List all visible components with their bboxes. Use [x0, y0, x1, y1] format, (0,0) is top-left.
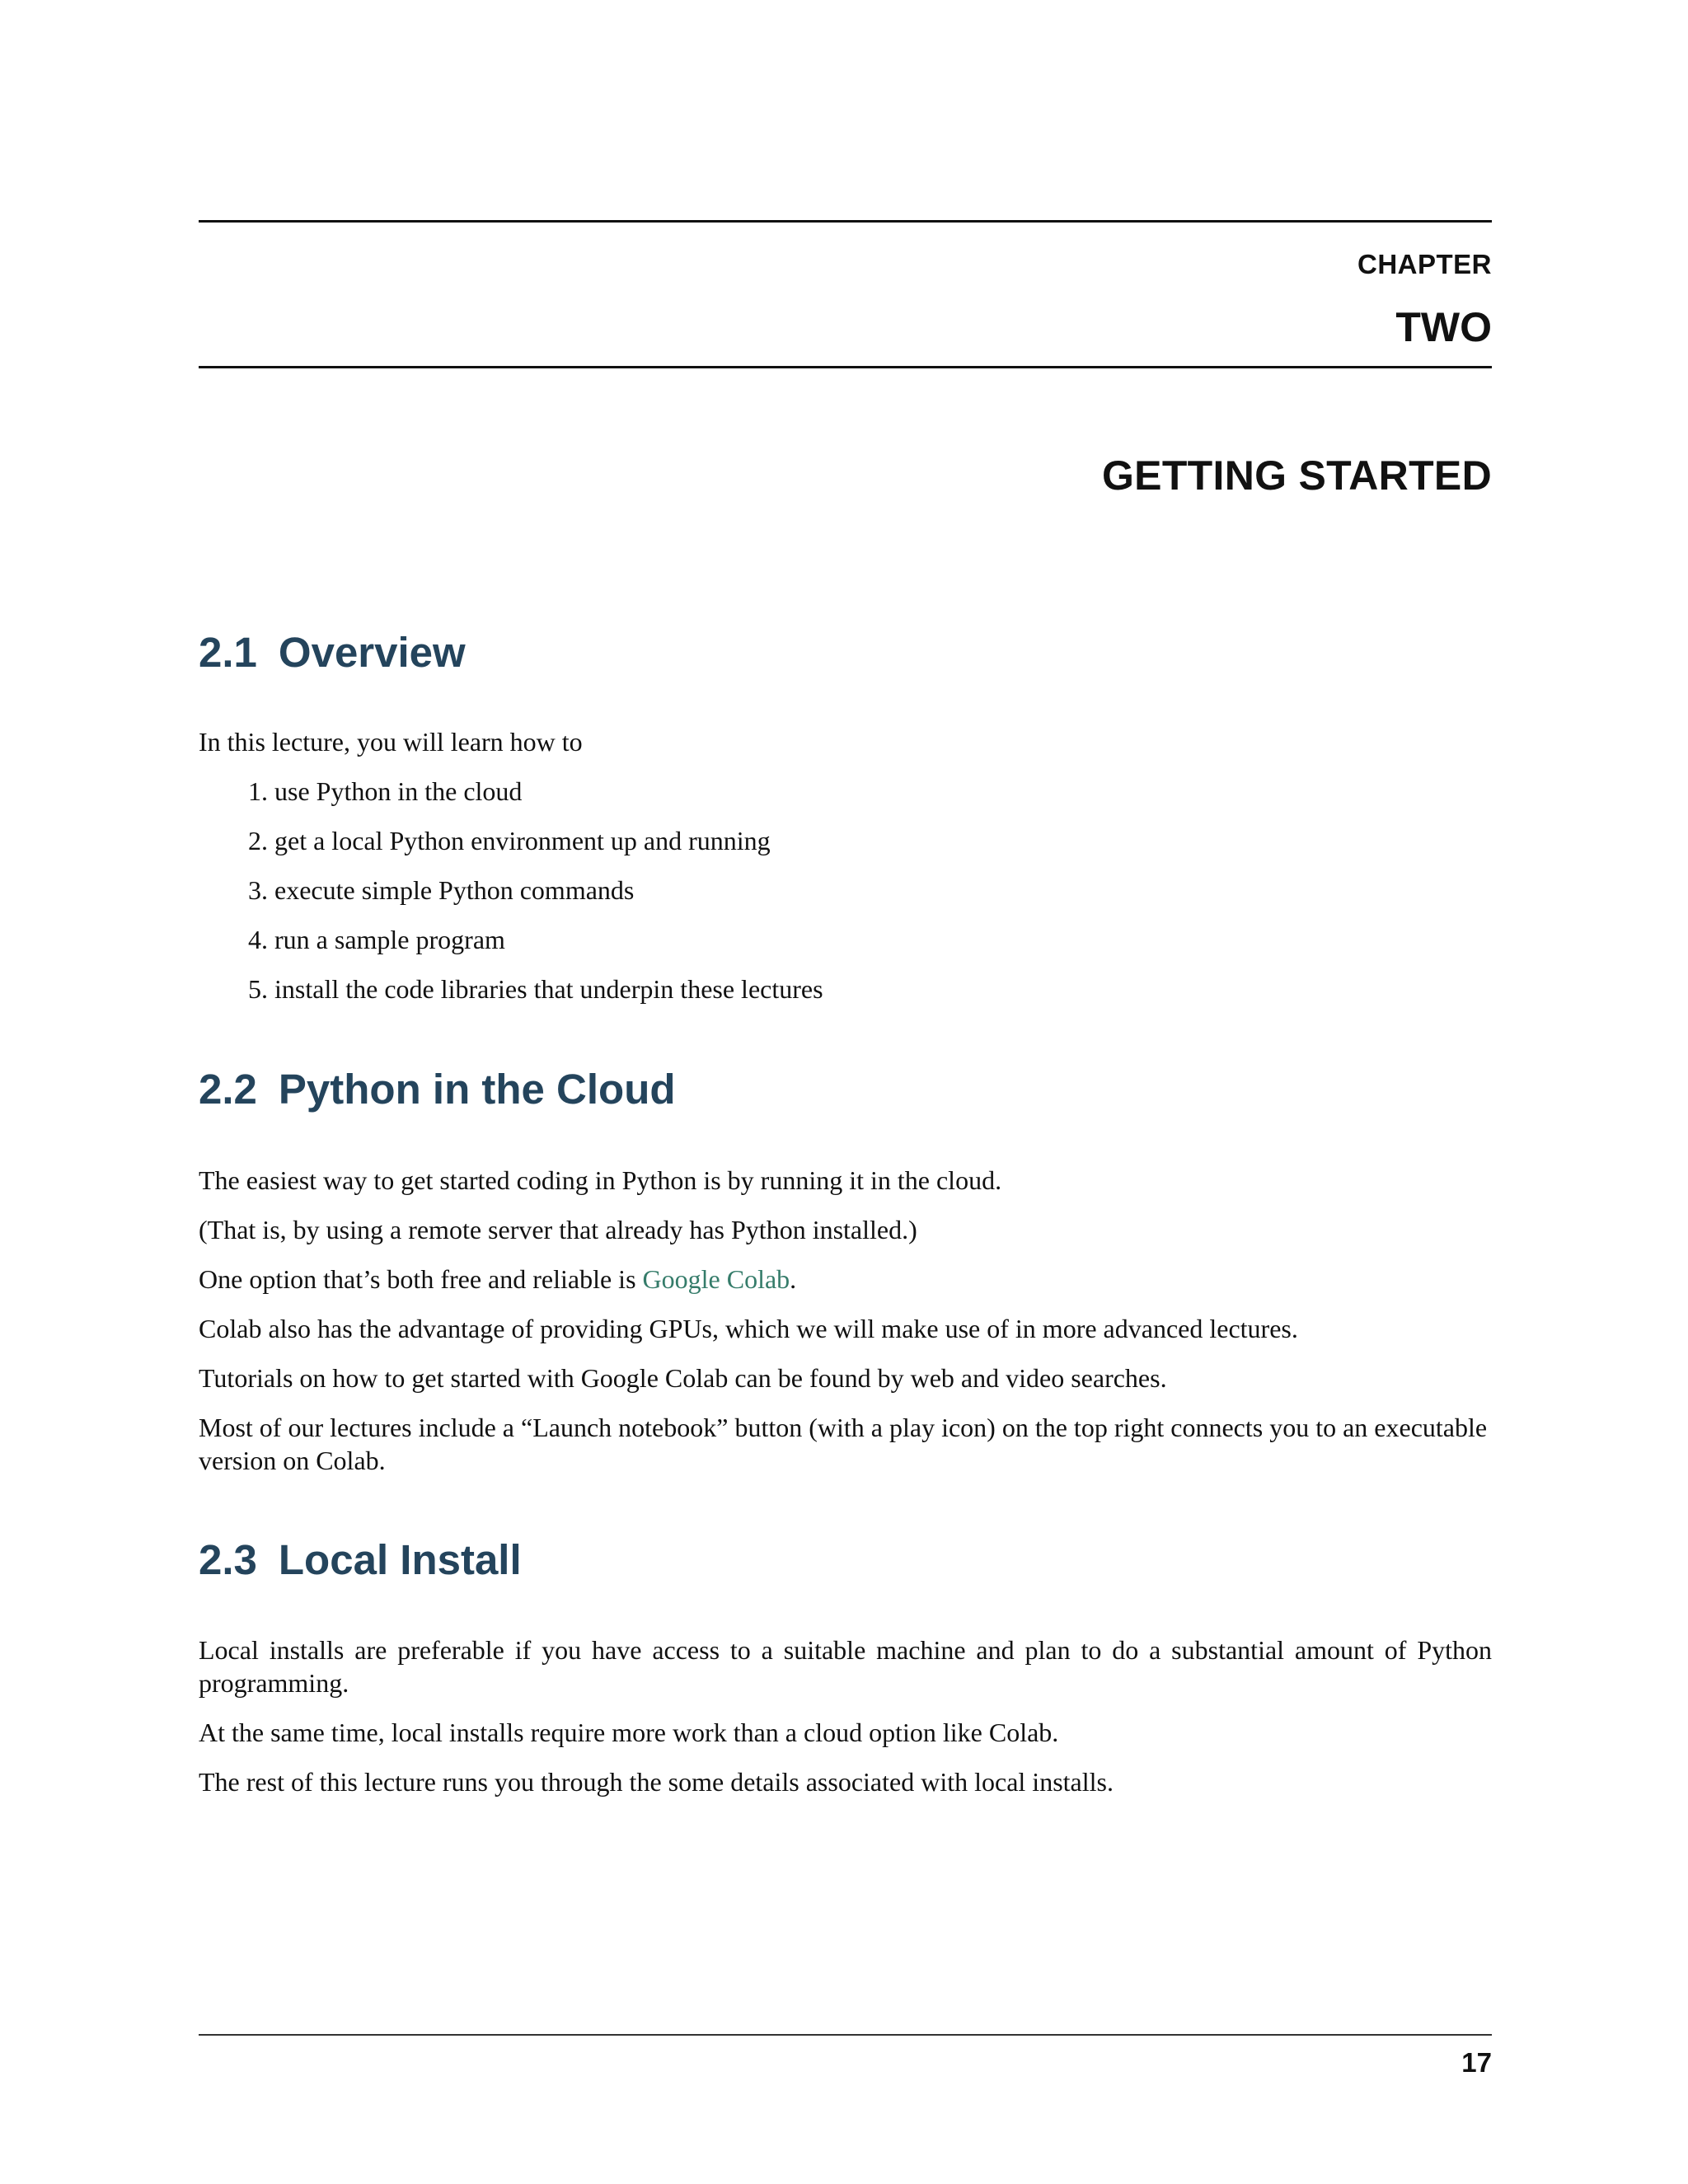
paragraph: At the same time, local installs require more work than a cloud option like Colab.: [199, 1718, 1059, 1747]
chapter-bottom-rule: [199, 366, 1492, 368]
section-heading-local-install: [199, 1535, 522, 1584]
paragraph: Local installs are preferable if you have access to a suitable machine and plan to do a substantial amount of Python programming.: [199, 1635, 1492, 1698]
chapter-title: GETTING STARTED: [1101, 452, 1492, 499]
section-heading-python-in-the-cloud: [199, 1065, 676, 1113]
paragraph-text: One option that’s both free and reliable is: [199, 1264, 643, 1294]
section-number: 2.3: [199, 1536, 257, 1583]
paragraph-with-link: [199, 1263, 1492, 1296]
page-number: 17: [1461, 2047, 1492, 2078]
paragraph-text: .: [790, 1264, 797, 1294]
list-marker: 2.: [248, 826, 268, 855]
list-item: [199, 824, 771, 857]
paragraph: Most of our lectures include a “Launch notebook” button (with a play icon) on the top right connects you to an executable version on Colab.: [199, 1413, 1488, 1475]
list-item: [199, 923, 505, 956]
chapter-label: CHAPTER: [1357, 249, 1492, 279]
chapter-number: TWO: [1395, 304, 1492, 350]
paragraph: (That is, by using a remote server that already has Python installed.): [199, 1215, 917, 1244]
list-marker: 5.: [248, 974, 268, 1004]
list-marker: 3.: [248, 875, 268, 905]
overview-intro: In this lecture, you will learn how to: [199, 727, 583, 757]
section-number: 2.2: [199, 1066, 257, 1113]
list-marker: 1.: [248, 776, 268, 806]
paragraph: The easiest way to get started coding in Python is by running it in the cloud.: [199, 1165, 1002, 1195]
list-item: [199, 775, 522, 808]
list-item: [199, 972, 823, 1005]
paragraph: Tutorials on how to get started with Google Colab can be found by web and video searches.: [199, 1363, 1167, 1393]
list-item-text: use Python in the cloud: [274, 776, 523, 806]
section-title: Overview: [278, 629, 466, 676]
paragraph: The rest of this lecture runs you through the some details associated with local installs.: [199, 1767, 1114, 1797]
list-item-text: get a local Python environment up and running: [274, 826, 771, 855]
list-item-text: install the code libraries that underpin these lectures: [274, 974, 823, 1004]
section-title: Python in the Cloud: [278, 1066, 676, 1113]
list-marker: 4.: [248, 925, 268, 954]
document-page: [199, 0, 1492, 2184]
section-heading-overview: [199, 628, 466, 677]
section-number: 2.1: [199, 629, 257, 676]
list-item-text: run a sample program: [274, 925, 505, 954]
google-colab-link[interactable]: Google Colab: [642, 1264, 790, 1294]
list-item-text: execute simple Python commands: [274, 875, 635, 905]
footer-rule: [199, 2034, 1492, 2036]
section-title: Local Install: [278, 1536, 522, 1583]
list-item: [199, 874, 634, 907]
paragraph: Colab also has the advantage of providing GPUs, which we will make use of in more advanced lectures.: [199, 1314, 1298, 1343]
chapter-top-rule: [199, 220, 1492, 223]
